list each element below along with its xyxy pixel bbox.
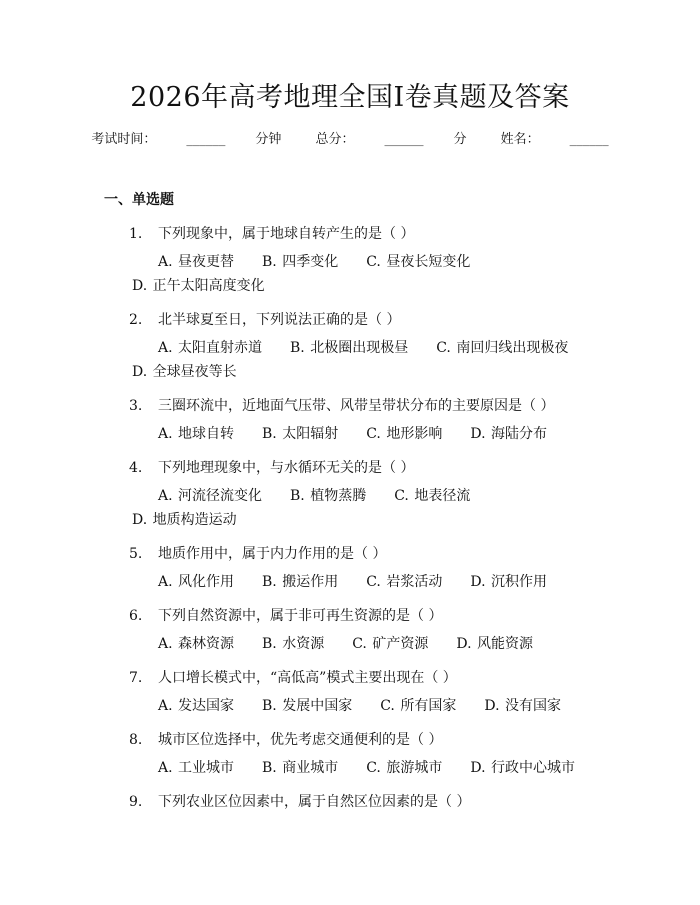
question-text: 下列农业区位因素中，属于自然区位因素的是（ ） — [158, 794, 471, 810]
question-number: 4. — [129, 460, 143, 476]
question-text: 地质作用中，属于内力作用的是（ ） — [158, 546, 387, 562]
question-number: 2. — [129, 312, 143, 328]
question-options — [104, 250, 596, 298]
option-a: A. 昼夜更替 — [158, 254, 235, 270]
total-score-label: 总分： — [315, 132, 355, 147]
option-a: A. 河流径流变化 — [158, 488, 263, 504]
question-number: 5. — [129, 546, 143, 562]
question-number: 7. — [129, 670, 143, 686]
question-stem — [104, 544, 596, 564]
option-d: D. 正午太阳高度变化 — [132, 278, 265, 294]
option-a: A. 工业城市 — [158, 760, 235, 776]
option-b: B. 发展中国家 — [262, 698, 353, 714]
question-number: 8. — [129, 732, 143, 748]
question-text: 人口增长模式中，“高低高”模式主要出现在（ ） — [158, 670, 457, 686]
question-stem — [104, 224, 596, 244]
option-d: D. 没有国家 — [484, 698, 561, 714]
question-options — [104, 632, 596, 656]
name-field — [501, 132, 609, 147]
name-blank: ______ — [569, 132, 609, 147]
question-text: 下列自然资源中，属于非可再生资源的是（ ） — [158, 608, 443, 624]
question-stem — [104, 730, 596, 750]
option-c: C. 旅游城市 — [366, 760, 443, 776]
exam-time-unit: 分钟 — [255, 132, 282, 147]
question-text: 北半球夏至日，下列说法正确的是（ ） — [158, 312, 401, 328]
question-number: 9. — [129, 794, 143, 810]
question-options — [104, 570, 596, 594]
question-3 — [104, 396, 596, 446]
option-b: B. 四季变化 — [262, 254, 339, 270]
total-score-unit: 分 — [453, 132, 467, 147]
question-text: 下列地理现象中，与水循环无关的是（ ） — [158, 460, 415, 476]
total-score-field — [315, 132, 470, 147]
option-c: C. 岩浆活动 — [366, 574, 443, 590]
question-9 — [104, 792, 596, 812]
option-a: A. 发达国家 — [158, 698, 235, 714]
question-text: 城市区位选择中，优先考虑交通便利的是（ ） — [158, 732, 443, 748]
exam-time-blank: ______ — [186, 132, 226, 147]
option-c: C. 矿产资源 — [352, 636, 429, 652]
question-options — [104, 484, 596, 532]
option-c: C. 地表径流 — [394, 488, 471, 504]
question-5 — [104, 544, 596, 594]
question-stem — [104, 606, 596, 626]
option-d: D. 沉积作用 — [470, 574, 547, 590]
option-b: B. 搬运作用 — [262, 574, 339, 590]
option-a: A. 风化作用 — [158, 574, 235, 590]
total-score-blank: ______ — [384, 132, 424, 147]
question-options — [104, 756, 596, 780]
option-a: A. 太阳直射赤道 — [158, 340, 263, 356]
question-text: 下列现象中，属于地球自转产生的是（ ） — [158, 226, 415, 242]
exam-meta — [0, 131, 700, 149]
question-7 — [104, 668, 596, 718]
exam-time-field — [91, 132, 285, 147]
option-c: C. 昼夜长短变化 — [366, 254, 471, 270]
page-title: 2026年高考地理全国Ⅰ卷真题及答案 — [130, 82, 570, 113]
question-2 — [104, 310, 596, 384]
question-stem — [104, 396, 596, 416]
question-8 — [104, 730, 596, 780]
question-number: 1. — [129, 226, 143, 242]
option-a: A. 森林资源 — [158, 636, 235, 652]
question-1 — [104, 224, 596, 298]
question-number: 6. — [129, 608, 143, 624]
option-c: C. 地形影响 — [366, 426, 443, 442]
option-d: D. 风能资源 — [456, 636, 533, 652]
option-b: B. 北极圈出现极昼 — [290, 340, 409, 356]
option-d: D. 地质构造运动 — [132, 512, 237, 528]
question-stem — [104, 792, 596, 812]
option-d: D. 全球昼夜等长 — [132, 364, 237, 380]
section-title-single-choice: 一、单选题 — [104, 192, 174, 208]
option-d: D. 海陆分布 — [470, 426, 547, 442]
option-c: C. 所有国家 — [380, 698, 457, 714]
question-stem — [104, 668, 596, 688]
option-a: A. 地球自转 — [158, 426, 235, 442]
option-b: B. 水资源 — [262, 636, 325, 652]
question-text: 三圈环流中，近地面气压带、风带呈带状分布的主要原因是（ ） — [158, 398, 555, 414]
option-c: C. 南回归线出现极夜 — [436, 340, 569, 356]
option-b: B. 商业城市 — [262, 760, 339, 776]
option-b: B. 植物蒸腾 — [290, 488, 367, 504]
question-6 — [104, 606, 596, 656]
option-d: D. 行政中心城市 — [470, 760, 575, 776]
option-b: B. 太阳辐射 — [262, 426, 339, 442]
name-label: 姓名： — [500, 132, 540, 147]
question-stem — [104, 310, 596, 330]
question-stem — [104, 458, 596, 478]
exam-time-label: 考试时间： — [91, 132, 157, 147]
question-number: 3. — [129, 398, 143, 414]
question-options — [104, 422, 596, 446]
question-4 — [104, 458, 596, 532]
question-options — [104, 694, 596, 718]
question-list — [104, 224, 596, 824]
question-options — [104, 336, 596, 384]
